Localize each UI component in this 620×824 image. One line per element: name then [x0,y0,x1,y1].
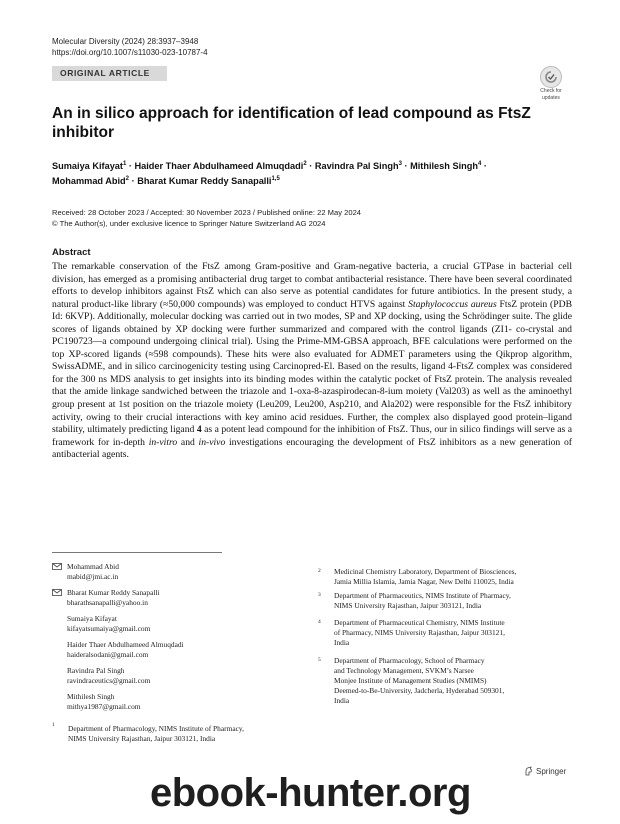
publisher-name: Springer [536,766,567,776]
contact-email[interactable]: ravindraceutics@gmail.com [67,676,151,685]
affiliation-number: 3 [318,592,321,598]
affiliation-line: Department of Pharmacology, NIMS Institute of Pharmacy, [68,724,244,733]
abstract-body [52,261,572,462]
affiliation-line: NIMS University Rajasthan, Jaipur 303121, India [334,601,482,610]
check-for-updates-icon [540,66,562,88]
envelope-icon [52,589,62,596]
author-affil-sup: 4 [477,160,482,167]
contact-name: Sumaiya Kifayat [67,614,117,623]
affiliation-number: 2 [318,568,321,574]
author-affil-sup: 3 [398,160,402,167]
check-for-updates-badge[interactable] [536,66,566,102]
contact-email[interactable]: haideralsodani@gmail.com [67,650,149,659]
springer-logo [524,766,566,776]
contact-name: Mohammad Abid [67,562,119,571]
author-name[interactable]: Ravindra Pal Singh [314,161,399,171]
abstract-in-vivo: in-vivo [198,436,226,448]
affiliation-line: Jamia Millia Islamia, Jamia Nagar, New Delhi 110025, India [334,577,514,586]
journal-citation: Molecular Diversity (2024) 28:3937–3948 [52,37,199,46]
check-for-updates-label-2: updates [542,94,560,101]
author-affil-sup: 1 [122,160,127,167]
abstract-ligand-number: 4 [196,424,202,436]
author-name[interactable]: Haider Thaer Abdulhameed Almuqdadi [134,161,304,171]
author-name[interactable]: Mohammad Abid [52,175,126,186]
affiliation-line: Department of Pharmaceutics, NIMS Institute of Pharmacy, [334,591,511,600]
author-affil-sup: 2 [125,175,130,182]
affiliation-number: 1 [52,722,55,728]
author-name[interactable]: Sumaiya Kifayat [52,161,123,171]
received-accepted-published: Received: 28 October 2023 / Accepted: 30 November 2023 / Published online: 22 May 2024 [52,208,362,217]
author-name[interactable]: Mithilesh Singh [410,161,478,171]
affiliation-line: Department of Pharmacology, School of Pharmacy [334,656,485,665]
affiliation-line: NIMS University Rajasthan, Jaipur 303121, India [68,734,216,743]
affiliation-1 [52,721,302,751]
affiliation-line: and Technology Management, SVKM’s Narsee [334,666,474,675]
author-name[interactable]: Bharat Kumar Reddy Sanapalli [137,175,272,186]
affiliation-line: Monjee Institute of Management Studies (NMIMS) [334,676,487,685]
contact-name: Mithilesh Singh [67,692,115,701]
affiliation-line: India [334,638,350,647]
watermark-text: ebook-hunter.org [150,771,471,815]
footnote-divider [52,552,222,553]
abstract-text: The remarkable conservation of the FtsZ among Gram-positive and Gram-negative bacteria, a crucial GTPase in bacterial cell division, has emerged as a promising antibacterial drug target to combat antibacterial resistance. There have been several coordinated efforts to develop inhibitors against FtsZ which can also serve as potential candidates for future antibiotics. In the present study, a natural product-like library (≈50,000 compounds) was employed to conduct HTVS against [52,261,572,310]
abstract-text: FtsZ protein (PDB Id: 6KVP). Additionally, molecular docking was carried out in two modes, SP and XP docking, using the Schrödinger suite. The glide scores of ligands obtained by XP docking were further summarized and compared with the control ligands (ZI1- co-crystal and PC190723—a compound undergoing clinical trial). Using the Prime-MM-GBSA approach, BFE calculations were performed on the top XP-scored ligands (≈598 compounds). These hits were also evaluated for ADMET parameters using the Qikprop algorithm, SwissADME, and in silico carcinogenicity testing using Carcinopred-El. Based on the results, ligand 4-FtsZ complex was considered for the 300 ns MDS analysis to get insights into its binding modes within the catalytic pocket of FtsZ protein. The analysis revealed that the amide linkage sandwiched between the triazole and 1-oxa-8-azaspirodecan-8-ium moiety (Val203) as well as the aminoethyl group present at 1st position on the triazole moiety (Leu209, Leu200, Asp210, and Ala202) were responsible for the FtsZ inhibitory activity, owing to their crucial interactions with key amino acid residues. Further, the complex also displayed good protein–ligand stability, ultimately predicting ligand [52,298,572,436]
contact-email[interactable]: mabid@jmi.ac.in [67,572,119,581]
abstract-text: as a potent lead compound for the inhibition of FtsZ. Thus, our in silico findings will serve as a framework for in-depth [52,424,572,448]
affiliation-line: Department of Pharmaceutical Chemistry, NIMS Institute [334,618,505,627]
contact-email[interactable]: kifayatsumaiya@gmail.com [67,624,151,633]
corresponding-contacts [52,562,292,742]
envelope-icon [52,563,62,570]
springer-horse-icon [524,766,533,776]
abstract-text: investigations encouraging the development of FtsZ inhibitors as a new generation of antibacterial agents. [52,436,572,461]
contact-name: Ravindra Pal Singh [67,666,125,675]
contact-name: Haider Thaer Abdulhameed Almuqdadi [67,640,184,649]
affiliation-line: India [334,696,350,705]
author-affil-sup: 2 [303,160,307,167]
contact-email[interactable]: mithya1987@gmail.com [67,702,141,711]
affiliation-line: of Pharmacy, NIMS University Rajasthan, Jaipur 303121, [334,628,505,637]
doi-link[interactable]: https://doi.org/10.1007/s11030-023-10787-4 [52,48,208,57]
affiliation-number: 4 [318,619,321,625]
author-affil-sup: 1,5 [271,175,280,182]
affiliations-column [318,567,578,767]
abstract-species: Staphylococcus aureus [408,298,497,310]
check-for-updates-label-1: Check for [540,88,562,94]
article-title: An in silico approach for identification of lead compound as FtsZ inhibitor [52,105,531,141]
affiliation-line: Medicinal Chemistry Laboratory, Department of Biosciences, [334,567,517,576]
affiliation-line: Deemed-to-Be-University, Jadcherla, Hyderabad 509301, [334,686,505,695]
affiliation-number: 5 [318,657,321,663]
author-list: Sumaiya Kifayat$^1$ · Haider Thaer Abdulhameed Almuqdadi$^2$ · Ravindra Pal Singh$^3$ · Mithilesh Singh$^4$ · Mohammad Abid$^2$ · Bharat Kumar Reddy Sanapalli$^{1,5}$ [52,160,487,186]
abstract-heading: Abstract [52,247,91,258]
copyright-line: © The Author(s), under exclusive licence to Springer Nature Switzerland AG 2024 [52,218,326,228]
publication-dates [52,208,572,229]
abstract-in-vitro: in-vitro [148,436,178,448]
abstract-text: and [177,436,199,448]
contact-email[interactable]: bharathsanapalli@yahoo.in [67,598,148,607]
article-type-badge: ORIGINAL ARTICLE [52,66,167,81]
contact-name: Bharat Kumar Reddy Sanapalli [67,588,160,597]
